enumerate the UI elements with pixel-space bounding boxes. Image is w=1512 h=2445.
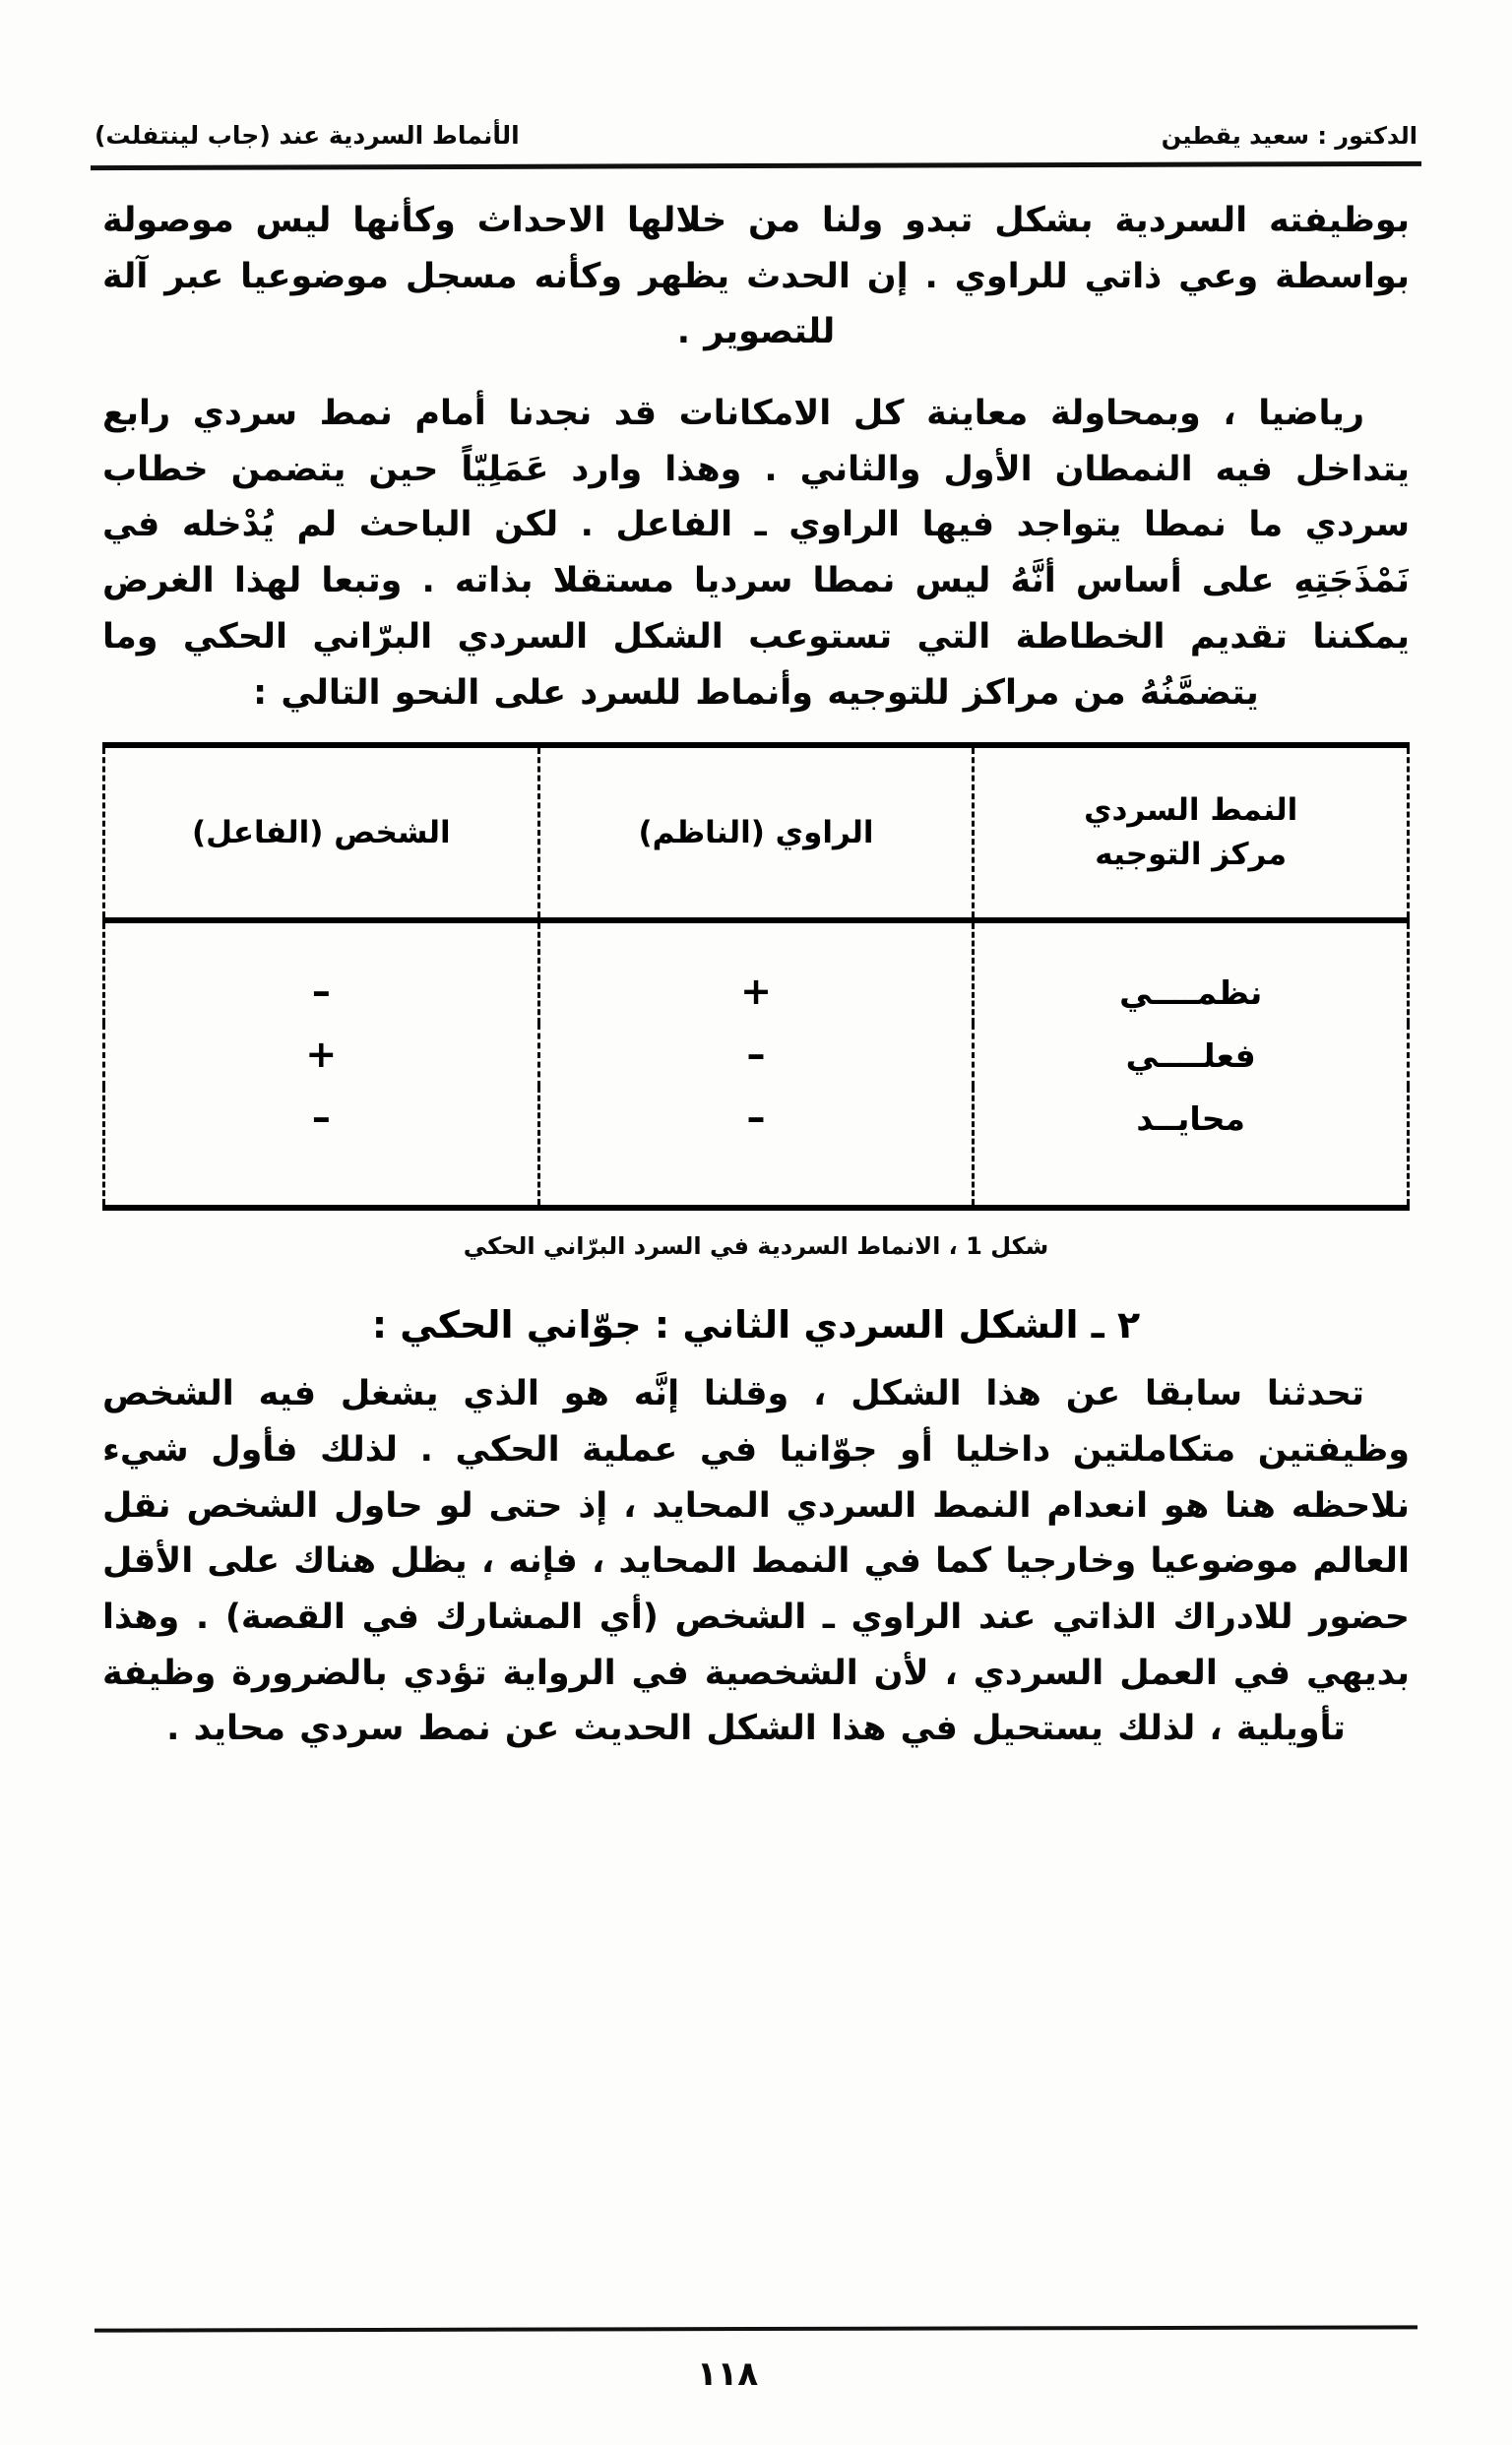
page-number: ١١٨ (696, 2354, 759, 2394)
table-row (104, 920, 1409, 1024)
page-content (102, 193, 1410, 1763)
paragraph-gap (102, 366, 1410, 386)
table-header-row (104, 745, 1409, 920)
column-header-person: الشخص (الفاعل) (104, 745, 539, 920)
table-row (104, 1087, 1409, 1208)
cell-type (974, 1087, 1409, 1208)
column-header-narrative-type (974, 745, 1409, 920)
figure-1 (102, 742, 1410, 1260)
sign-value: – (311, 970, 331, 1014)
figure-caption: شكل 1 ، الانماط السردية في السرد البرّاني الحكي (463, 1232, 1049, 1261)
cell-narrator (538, 1024, 974, 1087)
header-rule (91, 161, 1421, 170)
sign-value: – (746, 1096, 766, 1140)
paragraph-1: بوظيفته السردية بشكل تبدو ولنا من خلالها الاحداث وكأنها ليس موصولة بواسطة وعي ذاتي للراوي . إن الحدث يظهر وكأنه مسجل موضوعيا عبر آلة للتصوير . (102, 201, 1410, 352)
cell-person (104, 1024, 539, 1087)
narrative-patterns-table (102, 742, 1410, 1211)
paragraph-3: تحدثنا سابقا عن هذا الشكل ، وقلنا إنَّه هو الذي يشغل فيه الشخص وظيفتين متكاملتين داخليا أو جوّانيا في عملية الحكي . لذلك فأول شيء نلاحظه هنا هو انعدام النمط السردي المحايد ، إذ حتى لو حاول الشخص نقل العالم موضوعيا وخارجيا كما في النمط المحايد ، فإنه ، يظل هناك على الأقل حضور للادراك الذاتي عند الراوي ـ الشخص (أي المشارك في القصة) . وهذا بديهي في العمل السردي ، لأن الشخصية في الرواية تؤدي بالضرورة وظيفة تأويلية ، لذلك يستحيل في هذا الشكل الحديث عن نمط سردي محايد . (102, 1374, 1410, 1749)
cell-narrator (538, 920, 974, 1024)
running-head (94, 94, 1418, 150)
sign-value: + (740, 970, 772, 1014)
sign-value: + (305, 1033, 338, 1077)
column-header-type-line2: مركز التوجيه (1095, 837, 1288, 873)
row-label: نظمــــي (1119, 972, 1263, 1012)
sign-value: – (746, 1033, 766, 1077)
table-head (104, 745, 1409, 920)
column-header-narrator: الراوي (الناظم) (538, 745, 974, 920)
cell-person (104, 920, 539, 1024)
table-row (104, 1024, 1409, 1087)
footer-rule (94, 2325, 1418, 2332)
cell-type (974, 1024, 1409, 1087)
cell-type (974, 920, 1409, 1024)
paragraph-2: رياضيا ، وبمحاولة معاينة كل الامكانات قد نجدنا أمام نمط سردي رابع يتداخل فيه النمطان الأول والثاني . وهذا وارد عَمَلِيّاً حين يتضمن خطاب سردي ما نمطا يتواجد فيها الراوي ـ الفاعل . لكن الباحث لم يُدْخله في نَمْذَجَتِهِ على أساس أنَّهُ ليس نمطا سرديا مستقلا بذاته . وتبعا لهذا الغرض يمكننا تقديم الخطاطة التي تستوعب الشكل السردي البرّاني الحكي وما يتضمَّنُهُ من مراكز للتوجيه وأنماط للسرد على النحو التالي : (102, 394, 1410, 713)
cell-person (104, 1087, 539, 1208)
row-label: محايــد (1136, 1098, 1245, 1138)
sign-value: – (311, 1096, 331, 1140)
running-head-author: الدكتور : سعيد يقطين (1161, 122, 1418, 150)
column-header-type-line1: النمط السردي (1084, 792, 1298, 829)
table-body (104, 920, 1409, 1208)
cell-narrator (538, 1087, 974, 1208)
running-head-title: الأنماط السردية عند (جاب لينتفلت) (94, 121, 520, 150)
section-heading: ٢ ـ الشكل السردي الثاني : جوّاني الحكي : (371, 1303, 1141, 1348)
row-label: فعلــــي (1125, 1035, 1256, 1075)
